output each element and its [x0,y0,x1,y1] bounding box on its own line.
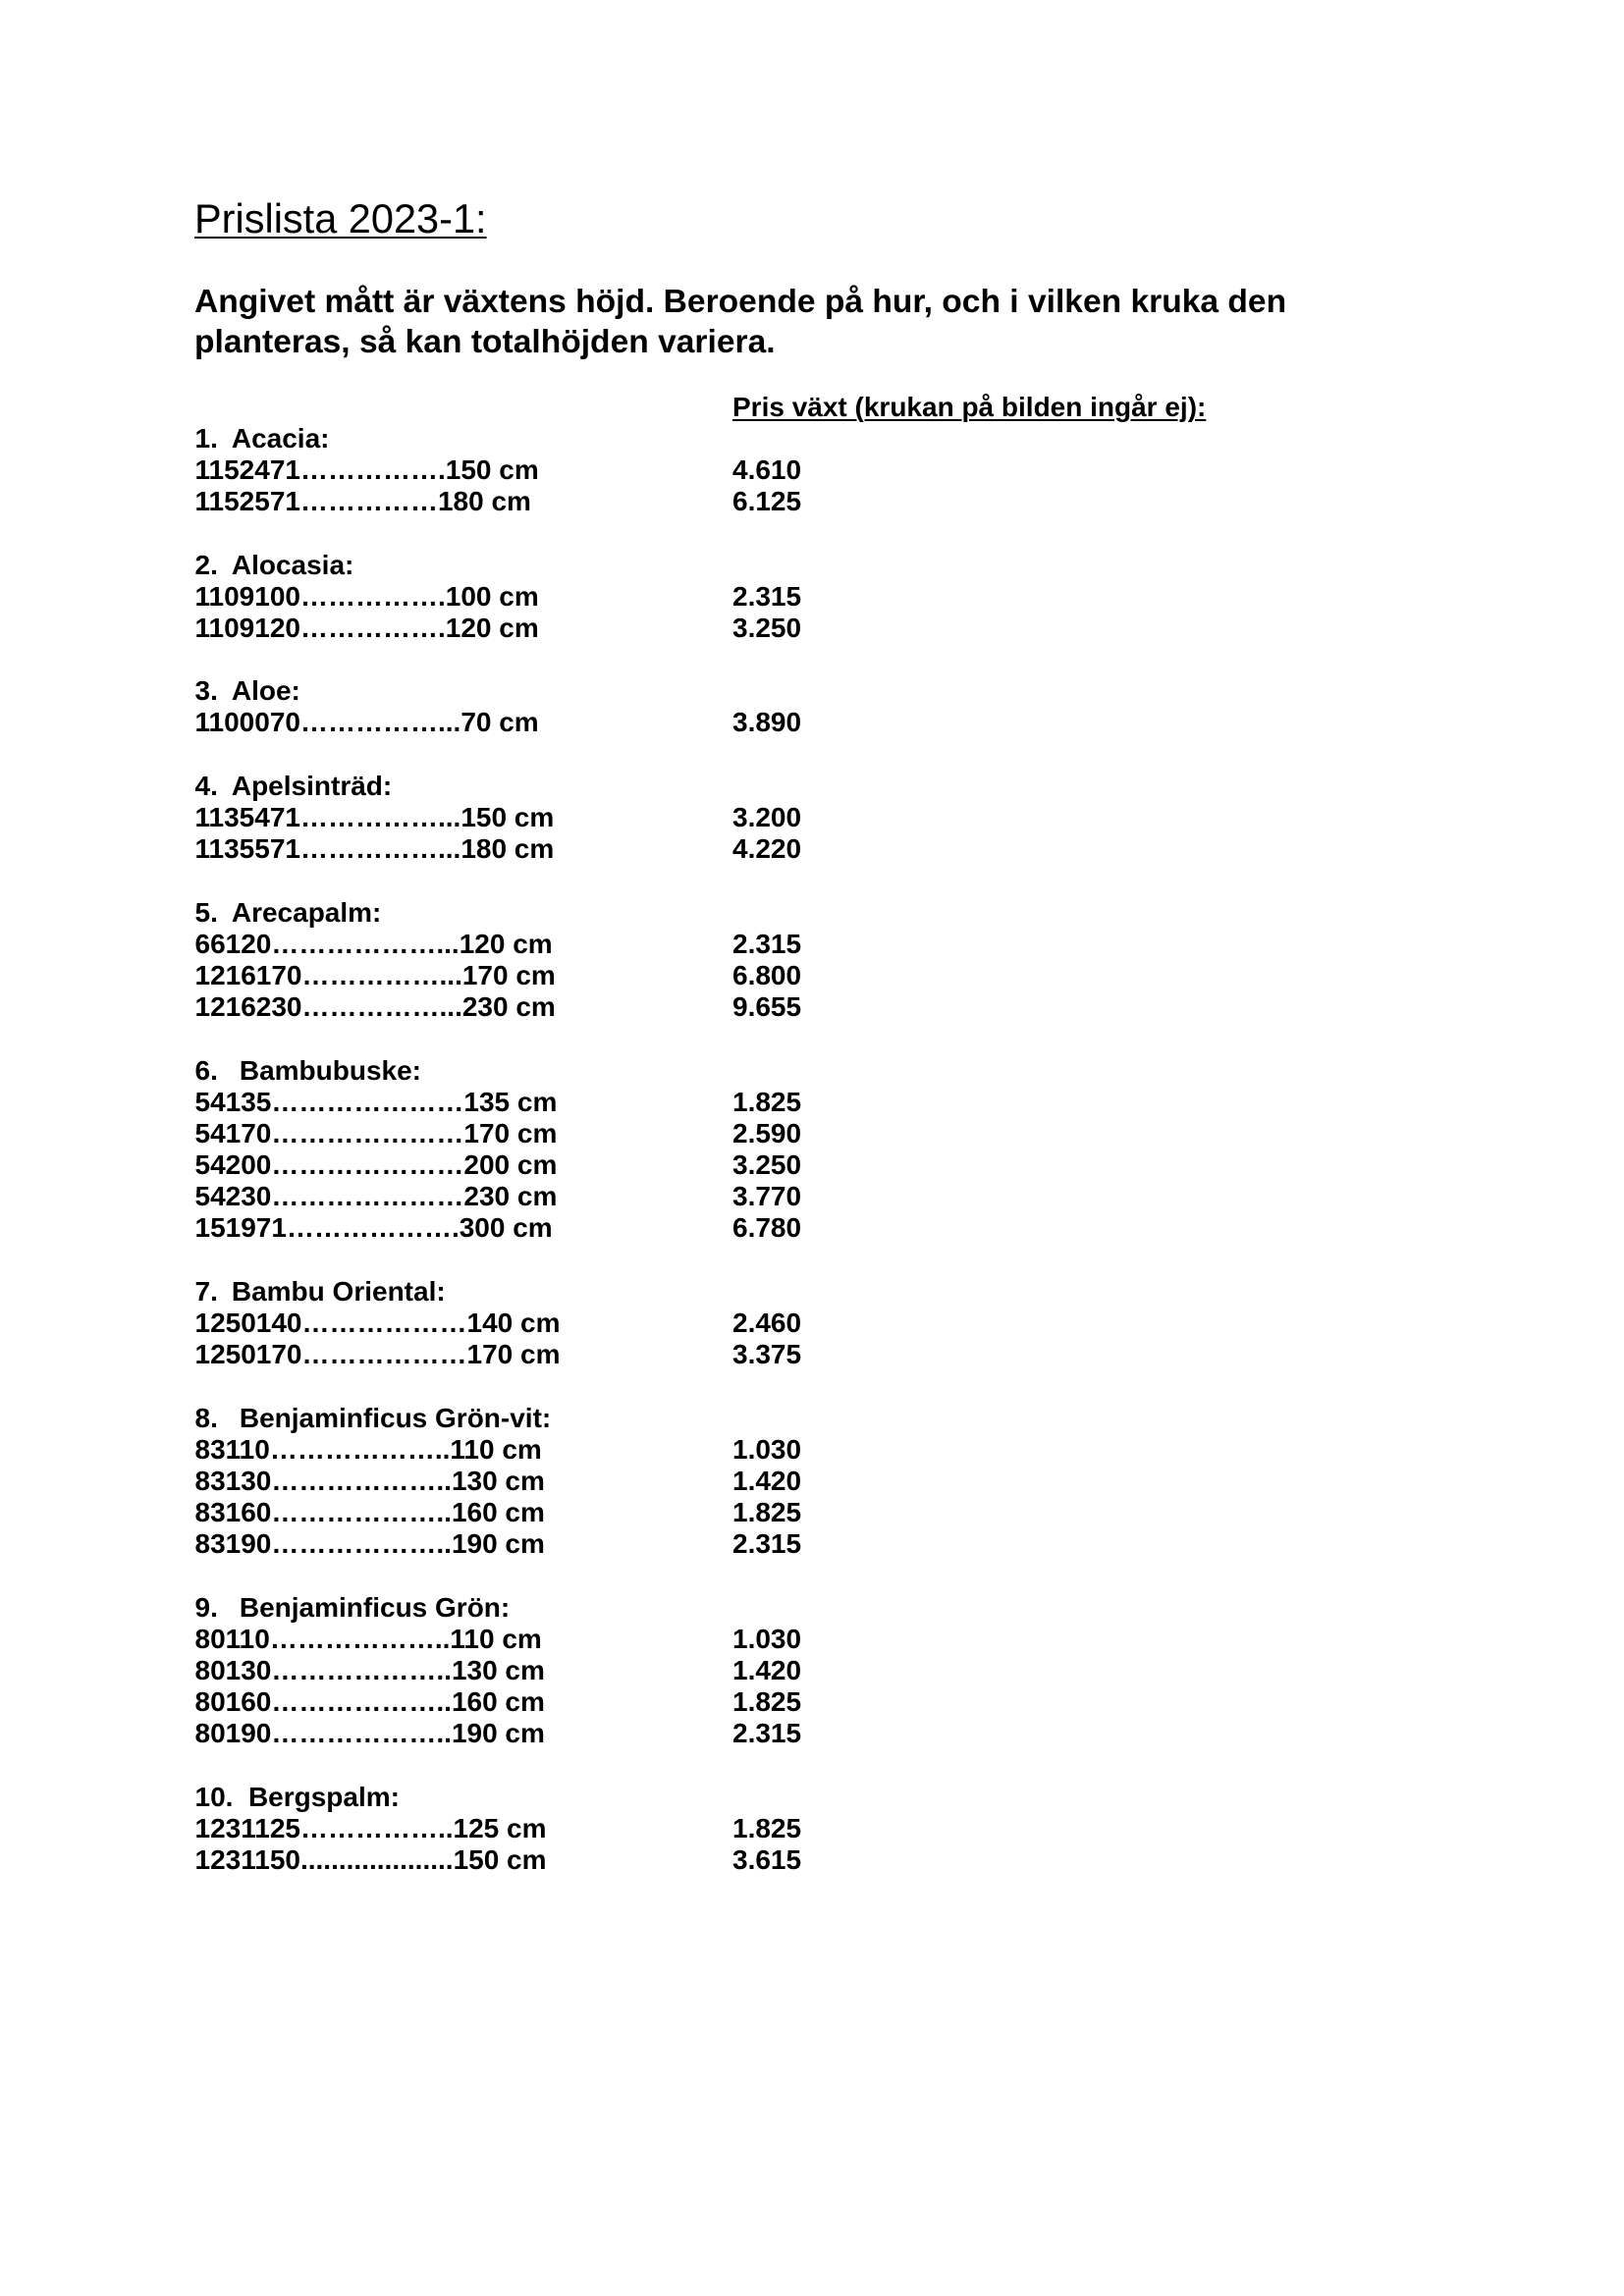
section-heading-label [195,1403,552,1434]
article-number: 1152571 [194,486,300,517]
article-label [195,1655,545,1686]
plant-height: 190 cm [451,1528,545,1560]
price-row [0,707,1624,738]
section-heading-label [195,1276,446,1308]
plant-height: 190 cm [451,1718,545,1749]
price-row [0,929,1624,960]
dot-leader: ……………... [301,991,462,1023]
price-row [0,1718,1624,1749]
intro-line: planteras, så kan totalhöjden variera. [194,323,776,360]
plant-height: 125 cm [453,1813,547,1844]
plant-height: 200 cm [463,1149,558,1181]
dot-leader: …………… [299,486,438,517]
section-heading [0,423,1624,454]
plant-section [0,550,1624,645]
plant-section [0,1782,1624,1877]
price-row [0,1624,1624,1655]
plant-height: 135 cm [463,1086,558,1117]
plant-height: 130 cm [451,1655,545,1686]
price-row [0,1149,1624,1181]
article-number: 1216230 [194,991,302,1023]
price-row [0,1434,1624,1466]
article-number: 1152471 [194,454,300,485]
dot-leader: .................... [299,1844,454,1876]
plant-height: 150 cm [460,802,555,833]
price-row [0,1528,1624,1560]
article-number: 1231150 [194,1844,300,1876]
section-name: Benjaminficus Grön-vit: [239,1402,552,1433]
article-label [195,1434,542,1466]
article-number: 80190 [194,1718,272,1749]
price-row [0,802,1624,833]
plant-height: 300 cm [459,1212,553,1244]
section-number: 3. [194,675,218,707]
price: 3.770 [732,1181,802,1212]
price: 4.610 [732,454,802,485]
section-number: 9. [194,1591,218,1623]
price: 3.250 [732,1149,802,1181]
document-title: Prislista 2023-1: [194,195,487,241]
section-number: 1. [194,422,218,454]
article-number: 1250170 [194,1339,302,1370]
plant-height: 160 cm [451,1497,545,1528]
dot-leader: ………………… [271,1149,464,1181]
article-label [195,1181,558,1212]
price-row [0,486,1624,517]
plant-height: 100 cm [445,580,539,612]
section-heading-label [195,1782,400,1813]
plant-height: 150 cm [453,1844,547,1876]
article-number: 54230 [194,1181,272,1212]
section-number: 6. [194,1054,218,1086]
section-number: 2. [194,549,218,580]
section-number: 5. [194,896,218,928]
article-label [195,1339,561,1370]
section-heading-label [195,1055,422,1087]
dot-leader: ……………….. [271,1528,452,1560]
price: 3.375 [732,1339,802,1370]
article-label [195,1497,545,1528]
dot-leader: ………………… [271,1086,464,1117]
article-label [195,1813,547,1844]
intro-line: Angivet mått är växtens höjd. Beroende på hur, och i vilken kruka den [194,284,1287,320]
plant-height: 110 cm [450,1623,542,1654]
section-heading-label [195,1592,511,1624]
article-label [195,991,556,1023]
price-list [0,392,1624,1908]
plant-height: 120 cm [445,612,539,643]
intro-text [194,283,1286,362]
article-label [195,833,555,865]
article-number: 151971 [194,1212,287,1244]
article-label [195,960,556,991]
dot-leader: ……………... [299,707,461,738]
dot-leader: ……………….. [271,1655,452,1686]
plant-height: 130 cm [451,1465,545,1496]
price: 3.200 [732,802,802,833]
dot-leader: …………….. [299,1813,454,1844]
article-number: 1231125 [194,1813,300,1844]
price: 1.825 [732,1086,802,1117]
price: 2.590 [732,1117,802,1148]
plant-height: 180 cm [460,833,555,865]
price-row [0,960,1624,991]
article-label [195,1686,545,1718]
section-number: 4. [194,770,218,801]
section-heading [0,1592,1624,1624]
dot-leader: ……………. [299,454,446,485]
article-label [195,1528,545,1560]
article-number: 1135471 [194,802,300,833]
article-number: 1109120 [194,612,300,643]
section-heading [0,1403,1624,1434]
dot-leader: ……………….. [269,1623,451,1654]
price: 2.315 [732,580,802,612]
dot-leader: ……………. [299,580,446,612]
price-row [0,581,1624,613]
dot-leader: ………………… [271,1181,464,1212]
article-number: 1216170 [194,959,302,990]
price-column-header-row [0,392,1624,423]
section-name: Bambubuske: [239,1054,422,1086]
article-number: 1135571 [194,833,300,865]
dot-leader: ………………… [271,1117,464,1148]
dot-leader: ………………... [271,928,460,959]
section-heading [0,1276,1624,1308]
price: 1.030 [732,1433,802,1465]
section-name: Acacia: [231,422,330,454]
article-label [195,707,539,738]
section-heading-label [195,675,300,707]
article-number: 1100070 [194,707,300,738]
price-row [0,1466,1624,1497]
article-number: 83190 [194,1528,272,1560]
price: 1.825 [732,1497,802,1528]
price: 4.220 [732,833,802,865]
section-name: Aloe: [231,675,300,707]
price-row [0,1655,1624,1686]
article-label [195,1624,542,1655]
price: 6.125 [732,486,802,517]
dot-leader: ……………….. [271,1686,452,1718]
article-label [195,613,539,644]
section-heading-label [195,771,393,802]
price-row [0,1181,1624,1212]
dot-leader: ……………. [299,612,446,643]
price-row [0,991,1624,1023]
article-number: 54135 [194,1086,272,1117]
price: 9.655 [732,991,802,1023]
article-number: 54200 [194,1149,272,1181]
article-number: 1109100 [194,580,300,612]
price-row [0,613,1624,644]
section-name: Bambu Oriental: [231,1275,446,1307]
article-number: 80160 [194,1686,272,1718]
plant-height: 230 cm [463,1181,558,1212]
price-row [0,1308,1624,1339]
price-row [0,833,1624,865]
section-heading [0,1055,1624,1087]
article-label [195,486,531,517]
price: 1.825 [732,1813,802,1844]
dot-leader: ……………... [299,802,461,833]
price-column-header: Pris växt (krukan på bilden ingår ej): [732,391,1207,422]
price: 2.460 [732,1308,802,1339]
price: 3.250 [732,612,802,643]
plant-height: 110 cm [450,1433,542,1465]
dot-leader: ……………….. [269,1433,451,1465]
plant-section [0,771,1624,866]
price: 2.315 [732,928,802,959]
price-row [0,1087,1624,1118]
price: 1.420 [732,1465,802,1496]
section-heading [0,675,1624,707]
article-number: 80130 [194,1655,272,1686]
plant-height: 140 cm [466,1308,561,1339]
price-row [0,1212,1624,1244]
dot-leader: ……………... [301,959,462,990]
dot-leader: ………………. [286,1212,460,1244]
article-label [195,1308,561,1339]
price-row [0,454,1624,486]
article-number: 83110 [194,1433,270,1465]
price: 3.890 [732,707,802,738]
article-number: 83130 [194,1465,272,1496]
plant-section [0,1592,1624,1750]
price-row [0,1844,1624,1876]
plant-section [0,897,1624,1024]
section-number: 7. [194,1275,218,1307]
section-heading-label [195,897,382,929]
price: 1.825 [732,1686,802,1718]
article-label [195,929,553,960]
section-heading-label [195,423,330,454]
section-name: Arecapalm: [231,896,382,928]
plant-height: 170 cm [466,1339,561,1370]
section-number: 10. [194,1781,234,1812]
plant-height: 150 cm [445,454,539,485]
article-number: 66120 [194,928,272,959]
price-row [0,1339,1624,1370]
dot-leader: ……………… [301,1339,467,1370]
article-label [195,1118,558,1149]
section-heading-label [195,550,354,581]
plant-section [0,423,1624,518]
plant-height: 170 cm [463,1117,558,1148]
price: 1.030 [732,1623,802,1654]
article-number: 80110 [194,1623,270,1654]
article-label [195,1212,553,1244]
section-name: Apelsinträd: [231,770,393,801]
article-label [195,1844,547,1876]
section-number: 8. [194,1402,218,1433]
article-label [195,1087,558,1118]
section-heading [0,550,1624,581]
price-row [0,1686,1624,1718]
dot-leader: ……………… [301,1308,467,1339]
article-label [195,1466,545,1497]
plant-section [0,1403,1624,1561]
section-name: Bergspalm: [247,1781,400,1812]
plant-height: 180 cm [437,486,531,517]
section-name: Benjaminficus Grön: [239,1591,511,1623]
article-number: 1250140 [194,1308,302,1339]
price: 6.780 [732,1212,802,1244]
article-number: 83160 [194,1497,272,1528]
plant-height: 170 cm [461,959,556,990]
section-heading [0,897,1624,929]
price: 1.420 [732,1655,802,1686]
plant-height: 160 cm [451,1686,545,1718]
price: 3.615 [732,1844,802,1876]
article-label [195,802,555,833]
article-label [195,1149,558,1181]
price: 2.315 [732,1528,802,1560]
article-label [195,454,539,486]
article-label [195,1718,545,1749]
plant-section [0,1055,1624,1245]
article-number: 54170 [194,1117,272,1148]
plant-height: 120 cm [459,928,553,959]
plant-height: 70 cm [460,707,539,738]
plant-section [0,1276,1624,1371]
price-row [0,1497,1624,1528]
price-row [0,1118,1624,1149]
dot-leader: ……………….. [271,1465,452,1496]
section-name: Alocasia: [231,549,354,580]
plant-height: 230 cm [461,991,556,1023]
price-row [0,1813,1624,1844]
price: 6.800 [732,959,802,990]
article-label [195,581,539,613]
dot-leader: ……………….. [271,1497,452,1528]
plant-section [0,675,1624,738]
section-heading [0,1782,1624,1813]
dot-leader: ……………….. [271,1718,452,1749]
dot-leader: ……………... [299,833,461,865]
price: 2.315 [732,1718,802,1749]
section-heading [0,771,1624,802]
